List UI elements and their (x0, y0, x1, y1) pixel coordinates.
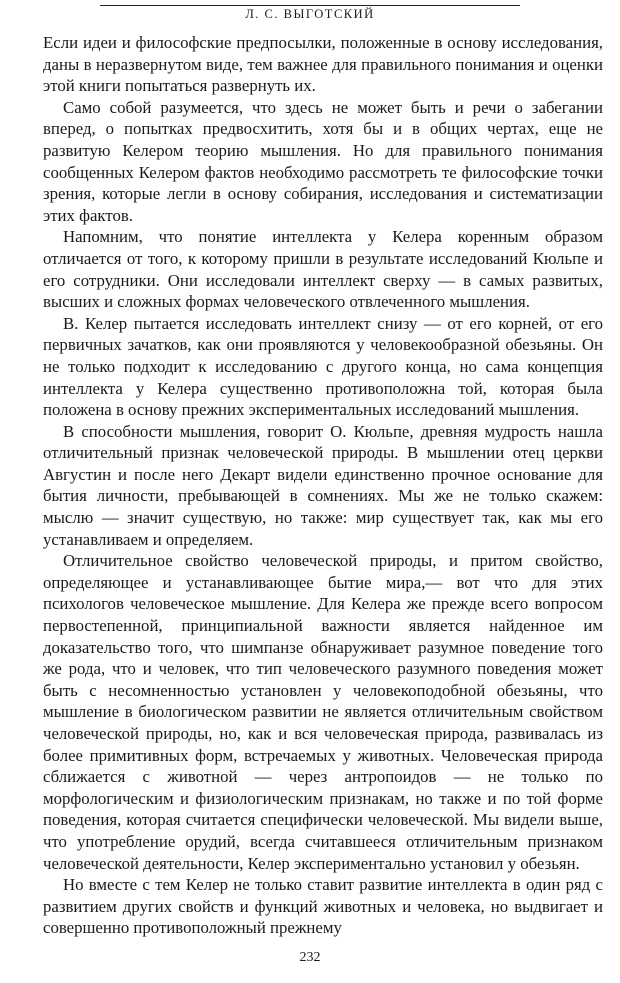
paragraph-5: В способности мышления, говорит О. Кюльпе, древняя мудрость нашла отличительный признак человеческой природы. В мышлении отец церкви Августин и после него Декарт видели единственно прочное основание для бытия личности, пребывающей в сомнениях. Мы же не только скажем: мыслю — значит существую, но также: мир существует так, как мы его устанавливаем и определяем. (43, 421, 603, 549)
paragraph-2: Само собой разумеется, что здесь не может быть и речи о забегании вперед, о попытках предвосхитить, хотя бы и в общих чертах, еще не развитую Келером теорию мышления. Но для правильного понимания сообщенных Келером фактов необходимо рассмотреть те философские точки зрения, которые легли в основу собирания, исследования и систематизации этих фактов. (43, 97, 603, 225)
paragraph-7: Но вместе с тем Келер не только ставит развитие интеллекта в один ряд с развитием других свойств и функций животных и человека, но выдвигает и совершенно противоположный прежнему (43, 875, 603, 938)
running-title: Л. С. ВЫГОТСКИЙ (245, 7, 375, 21)
paragraph-6: Отличительное свойство человеческой природы, и притом свойство, определяющее и устанавливающее бытие мира,— вот что для этих психологов человеческое мышление. Для Келера же прежде всего вопросом первостепенной, принципиальной важности является найденное им доказательство того, что шимпанзе обнаруживает разумное поведение того же рода, что и человек, что тип человеческого разумного поведения может быть с несомненностью установлен у человекоподобной обезьяны, что мышление в биологическом развитии не является отличительным свойством человеческой природы, но, как и вся человеческая природа, развивалась из более примитивных форм, встречаемых у животных. Человеческая природа сближается с животной — через антропоидов — не только по морфологическим и физиологическим признакам, но также и по той форме поведения, которая считается специфически человеческой. Мы видели выше, что употребление орудий, всегда считавшееся отличительным признаком человеческой деятельности, Келер экспериментально установил у обезьян. (43, 551, 603, 873)
paragraph-1: Если идеи и философские предпосылки, положенные в основу исследования, даны в неразвернутом виде, тем важнее для правильного понимания и оценки этой книги попытаться развернуть их. (43, 33, 603, 96)
paragraph-3: Напомним, что понятие интеллекта у Келера коренным образом отличается от того, к которому пришли в результате исследований Кюльпе и его сотрудники. Они исследовали интеллект сверху — в самых развитых, высших и сложных формах человеческого отвлеченного мышления. (43, 227, 603, 312)
page-number: 232 (299, 950, 321, 965)
paragraph-4: В. Келер пытается исследовать интеллект снизу — от его корней, от его первичных зачатков, как они проявляются у человекообразной обезьяны. Он не только подходит к исследованию с другого конца, но сама концепция интеллекта у Келера существенно противоположна той, которая была положена в основу прежних экспериментальных исследований мышления. (43, 313, 603, 420)
header-rule (100, 5, 520, 6)
body-text (43, 32, 603, 939)
